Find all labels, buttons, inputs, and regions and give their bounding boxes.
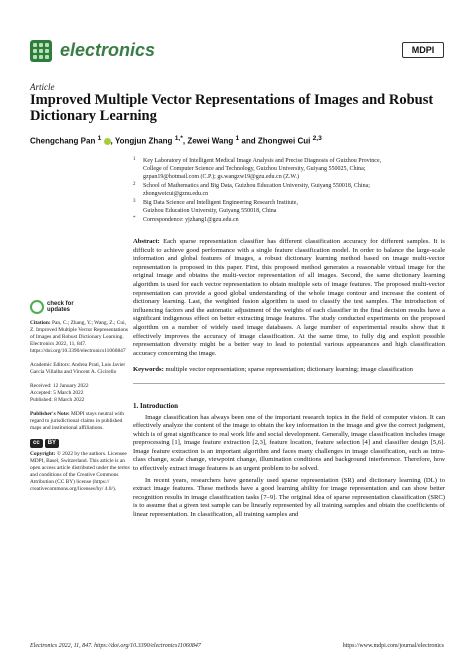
citation: Citation: Pan, C.; Zhang, Y.; Wang, Z.; Cui, Z. Improved Multiple Vector Representations of Images and Robust Dictionary Learning. Electronics 2022, 11, 847. https://doi.org/10.3390/electronics11060847 xyxy=(30,320,128,354)
received-date: Received: 12 January 2022 xyxy=(30,383,89,389)
divider xyxy=(133,383,445,384)
main-content xyxy=(133,238,445,523)
section-heading: 1. Introduction xyxy=(133,401,178,410)
author-name: Yongjun Zhang xyxy=(114,136,173,146)
check-updates-icon xyxy=(30,300,44,314)
author-affiliation-mark: 2,3 xyxy=(312,135,322,142)
paper-title: Improved Multiple Vector Representations of Images and Robust Dictionary Learning xyxy=(30,92,434,124)
author-name: Chengchang Pan xyxy=(30,136,96,146)
published-date: Published: 8 March 2022 xyxy=(30,397,85,403)
academic-editors: Academic Editors: Andrea Prati, Luis Javier García Villalba and Vincent A. Cicirello xyxy=(30,362,126,375)
copyright-notice: Copyright: © 2022 by the authors. Licensee MDPI, Basel, Switzerland. This article is an open access article distributed under the terms and conditions of the Creative Commons Attribution (CC BY) license (https:// creativecommons.org/licenses/by/ 4.0/). xyxy=(30,451,130,492)
keywords-label: Keywords: xyxy=(133,366,164,374)
paragraph: Image classification has always been one of the important research topics in the field of computer vision. It can effectively analyze the content of the image to obtain the key information in the image and give the correct judgment, which is of great significance to real work life and social development. Generally, image classification includes image preprocessing [1], image feature extraction [2,3], feature location, feature selection [4] and classifier design [5,6]. Image feature extraction is an important algorithm and faces many challenges in image classification, such as intra-class change, scale change, viewpoint change, illumination conditions and background interference. Therefore, how to effectively extract image features is an urgent problem to be solved. xyxy=(133,413,445,473)
paragraph: In recent years, researchers have generally used sparse representation (SR) and dictionary learning (DL) to extract image features. These methods have a good learning ability for image representation and can show better recognition results in image classification tasks [7–9]. The original idea of sparse representation classification (SRC) is to assume that a given test sample can be linearly represented by all training samples and obtain the coefficients of linear representation. In classification, all training samples and xyxy=(133,476,445,519)
dates xyxy=(30,383,130,404)
author-affiliation-mark: 1 xyxy=(235,135,240,142)
affiliation: 3 Big Data Science and Intelligent Engineering Research Institute, Guizhou Education University, Guiyang 550018, China xyxy=(133,199,298,214)
author-name: Zhongwei Cui xyxy=(257,136,311,146)
orcid-icon[interactable] xyxy=(104,138,111,145)
author-name: Zewei Wang xyxy=(187,136,234,146)
author-affiliation-mark: 1,* xyxy=(174,135,183,142)
abstract-label: Abstract: xyxy=(133,238,160,245)
affiliation: 1 Key Laboratory of Intelligent Medical Image Analysis and Precise Diagnosis of Guizhou Province, College of Computer Science and Technology, Guizhou University, Guiyang 550025, China; gzpan19@hotmail.com (C.P.); gs.wangzw19@gzu.edu.cn (Z.W.) xyxy=(133,157,433,181)
article-info-column xyxy=(30,300,130,500)
affiliations xyxy=(133,157,433,225)
correspondence: * Correspondence: yjzhang1@gzu.edu.cn xyxy=(133,216,433,224)
keywords: Keywords: multiple vector representation; sparse representation; dictionary learning; image classification xyxy=(133,366,413,374)
email-link[interactable]: gzpan19@hotmail.com (C.P.); gs.wangzw19@gzu.edu.cn (Z.W.) xyxy=(143,174,299,180)
journal-name: electronics xyxy=(60,40,156,60)
publisher-note: Publisher's Note: MDPI stays neutral with regard to jurisdictional claims in published maps and institutional affiliations. xyxy=(30,411,124,431)
accepted-date: Accepted: 5 March 2022 xyxy=(30,390,84,396)
article-type: Article xyxy=(30,82,55,92)
author-list: Chengchang Pan $^1$ , Yongjun Zhang $^{1,*}$, Zewei Wang $^1$ and Zhongwei Cui $^{2,3}$ xyxy=(30,135,322,146)
author-affiliation-mark: 1 xyxy=(97,135,102,142)
email-link[interactable]: zhongweicui@gznu.edu.cn xyxy=(143,191,209,197)
footer-citation: Electronics 2022, 11, 847. https://doi.org/10.3390/electronics11060847 xyxy=(30,643,201,649)
correspondence-email[interactable]: Correspondence: yjzhang1@gzu.edu.cn xyxy=(143,217,239,223)
journal-url-link[interactable]: https://www.mdpi.com/journal/electronics xyxy=(342,643,444,649)
abstract: Abstract: Each sparse representation classifier has different classification accuracy for different samples. It is difficult to achieve good performance with a single feature classification model. In order to balance the large-scale information and global features of images, a robust dictionary learning method based on image multi-vector representation is proposed in this paper. First, this proposed method generates a reasonable virtual image for the original image and obtains the multi-vector representation of all images. Second, the same dictionary learning algorithm is used for each vector representation to obtain multiple sets of image features. The proposed multi-vector representation can provide a good global understanding of the whole image contour and increase the content of dictionary learning. Last, the weighted fusion algorithm is used to classify the test samples. The introduction of influencing factors and the automatic adjustment of the weights of each classifier in the final decision results have a significant indigenous effect on better extracting image features. The study conducted experiments on the proposed algorithm on a number of widely used image databases. A large number of experimental results show that it effectively improves the accuracy of image classification. At the same time, to fully dig and exploit possible representation diversity might be a better way to lead to potential various appearances and high classification accuracy concerning the image. xyxy=(133,238,446,357)
journal-logo-icon xyxy=(30,40,52,62)
cc-by-license-icon[interactable]: cc BY xyxy=(30,439,59,448)
affiliation: 2 School of Mathematics and Big Data, Guizhou Education University, Guiyang 550018, China; zhongweicui@gznu.edu.cn xyxy=(133,182,433,198)
publisher-logo: MDPI xyxy=(402,42,444,58)
check-for-updates-button[interactable]: check for updates xyxy=(30,300,130,314)
